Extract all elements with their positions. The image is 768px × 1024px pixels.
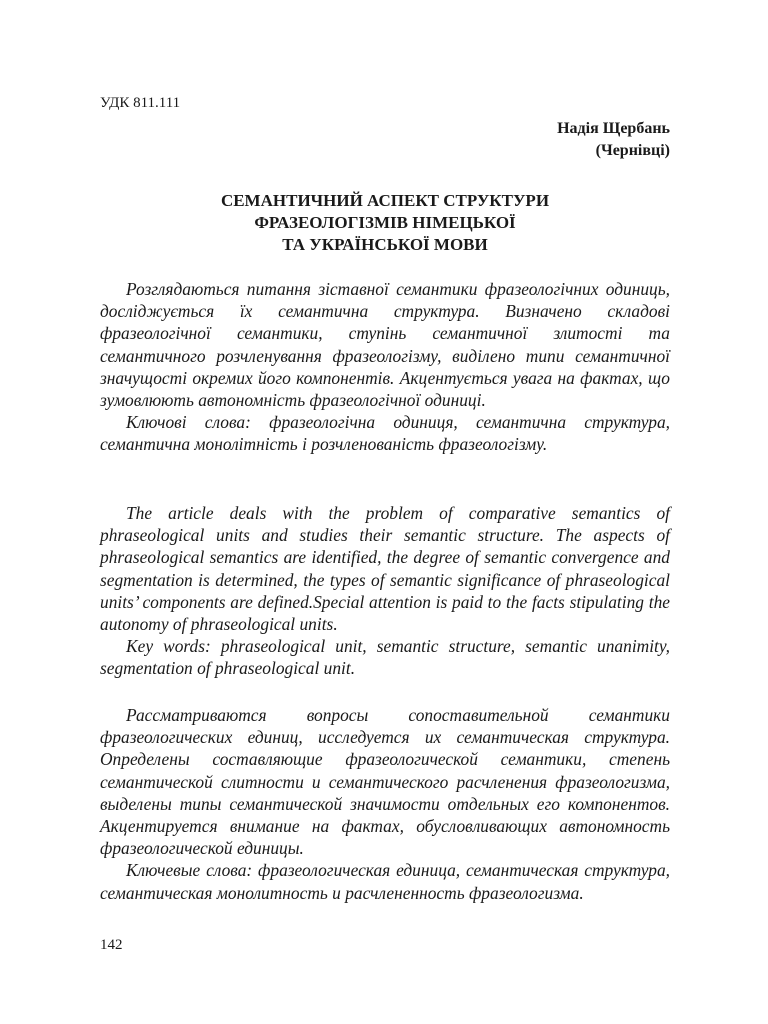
abstract-en-text: The article deals with the problem of comparative semantics of phraseological units and studies their semantic structure. The aspects of phraseological semantics are identified, the degree of semantic convergence and segmentation is determined, the types of semantic significance of phraseological units’ components are defined.Special attention is paid to the facts stipulating the autonomy of phraseological units. <box>100 503 670 635</box>
title-line-3: ТА УКРАЇНСЬКОЇ МОВИ <box>282 235 488 254</box>
abstract-en-keywords: Key words: phraseological unit, semantic structure, semantic unanimity, segmentation of phraseological unit. <box>100 636 670 679</box>
page-number: 142 <box>100 937 123 953</box>
article-title <box>100 190 670 256</box>
abstract-ukrainian <box>100 278 670 456</box>
author-name: Надія Щербань <box>557 120 670 137</box>
abstract-uk-keywords: Ключові слова: фразеологічна одиниця, семантична структура, семантична монолітність і розчленованість фразеологізму. <box>100 412 670 455</box>
document-page <box>100 0 670 1024</box>
abstract-russian <box>100 704 670 904</box>
abstract-ru-text: Рассматриваются вопросы сопоставительной семантики фразеологических единиц, исследуется их семантическая структура. Определены составляющие фразеологической семантики, степень семантической слитности и семантического расчленения фразеологизма, выделены типы семантической значимости отдельных его компонентов. Акцентируется внимание на фактах, обусловливающих автономность фразеологической единицы. <box>100 705 670 859</box>
title-line-1: СЕМАНТИЧНИЙ АСПЕКТ СТРУКТУРИ <box>220 191 550 210</box>
author-block <box>557 118 670 162</box>
abstract-english <box>100 502 670 680</box>
udc-code: УДК 811.111 <box>100 95 181 111</box>
author-city: (Чернівці) <box>595 142 670 159</box>
abstract-ru-keywords: Ключевые слова: фразеологическая единица, семантическая структура, семантическая монолитность и расчлененность фразеологизма. <box>100 860 670 903</box>
title-line-2: ФРАЗЕОЛОГІЗМІВ НІМЕЦЬКОЇ <box>254 213 516 232</box>
abstract-uk-text: Розглядаються питання зіставної семантики фразеологічних одиниць, досліджується їх семантична структура. Визначено складові фразеологічної семантики, ступінь семантичної злитості та семантичного розчленування фразеологізму, виділено типи семантичної значущості окремих його компонентів. Акцентується увага на фактах, що зумовлюють автономність фразеологічної одиниці. <box>100 279 670 411</box>
